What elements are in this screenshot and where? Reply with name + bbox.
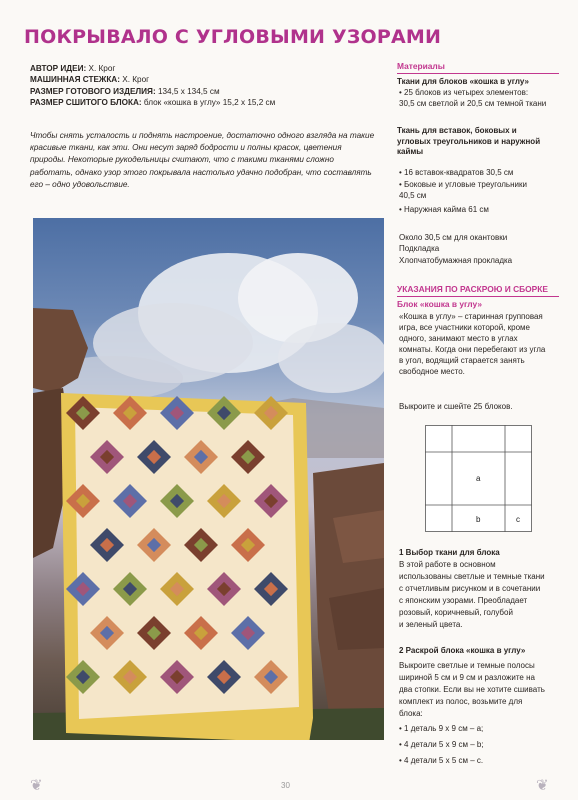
fabric-blocks-line: • 25 блоков из четырех элементов: [399, 88, 529, 97]
step1-heading: 1 Выбор ткани для блока [399, 548, 500, 557]
block-text-line: комнаты. Когда они перебегают из угла [399, 345, 546, 354]
page-title: ПОКРЫВАЛО С УГЛОВЫМИ УЗОРАМИ [24, 26, 442, 48]
materials-other-line: Подкладка [399, 244, 440, 253]
block-text-line: в угол, водящий старается занять [399, 356, 525, 365]
block-text-line: игра, все участники которой, кроме [399, 323, 530, 332]
meta-value: 134,5 х 134,5 см [157, 86, 220, 96]
meta-value: блок «кошка в углу» 15,2 х 15,2 см [143, 98, 276, 108]
step1-line: с японским узорами. Преобладает [399, 596, 528, 605]
quilt-photo [33, 218, 384, 740]
meta-label: МАШИННАЯ СТЕЖКА: [30, 75, 120, 85]
step1-line: и зеленый цвета. [399, 620, 463, 629]
block-diagram [425, 425, 532, 532]
diagram-label-b: b [476, 515, 481, 524]
instructions-rule [397, 296, 559, 297]
step2-line: Выкроите светлые и темные полосы [399, 661, 535, 670]
materials-other-line: Около 30,5 см для окантовки [399, 233, 508, 242]
step2-line: • 4 детали 5 х 9 см – b; [399, 740, 484, 749]
materials-rule [397, 73, 559, 74]
block-heading: Блок «кошка в углу» [397, 299, 483, 309]
flourish-icon: ❦ [536, 777, 549, 794]
meta-author [30, 63, 370, 74]
fabric-inserts-line: 40,5 см [399, 191, 427, 200]
materials-other-line: Хлопчатобумажная прокладка [399, 256, 513, 265]
cut-instruction: Выкроите и сшейте 25 блоков. [399, 402, 513, 411]
block-diagram-figure [425, 425, 532, 532]
step2-line: комплект из полос, возьмите для [399, 697, 523, 706]
quilt-photo-illustration [33, 218, 384, 740]
materials-heading: Материалы [397, 61, 445, 71]
block-text-line: свободное место. [399, 367, 465, 376]
meta-value: Х. Крог [122, 75, 150, 85]
page-number: 30 [281, 781, 290, 790]
meta-quilting [30, 74, 370, 85]
fabric-blocks-line: 30,5 см светлой и 20,5 см темной ткани [399, 99, 547, 108]
step2-line: • 4 детали 5 х 5 см – c. [399, 756, 484, 765]
diagram-label-c: c [516, 515, 520, 524]
step1-line: с отчетливым рисунком и в сочетании [399, 584, 541, 593]
meta-block-size [30, 97, 370, 108]
fabric-inserts-line: • 16 вставок-квадратов 30,5 см [399, 168, 514, 177]
step1-line: розовый, коричневый, голубой [399, 608, 513, 617]
fabric-blocks-heading: Ткани для блоков «кошка в углу» [397, 77, 529, 86]
intro-paragraph: Чтобы снять усталость и поднять настроение, достаточно одного взгляда на такие красивые ткани, как эти. Они несут заряд бодрости и полны красок, цветения природы. Некоторые рукодельницы считают, что с такими тканями сложно работать, однако узор этого покрывала настолько удачно подобран, что составлять его – одно удовольствие. [30, 131, 375, 189]
diagram-label-a: a [476, 474, 481, 483]
meta-label: РАЗМЕР СШИТОГО БЛОКА: [30, 98, 142, 108]
meta-finished-size [30, 86, 370, 97]
meta-label: АВТОР ИДЕИ: [30, 64, 87, 73]
fabric-inserts-heading: Ткань для вставок, боковых и угловых треугольников и наружной каймы [397, 126, 541, 157]
step2-heading: 2 Раскрой блока «кошка в углу» [399, 646, 526, 655]
block-text-line: «Кошка в углу» – старинная групповая [399, 312, 543, 321]
instructions-heading: УКАЗАНИЯ ПО РАСКРОЮ И СБОРКЕ [397, 284, 548, 294]
flourish-icon: ❦ [30, 777, 43, 794]
step2-line: шириной 5 см и 9 см и разложите на [399, 673, 535, 682]
step2-line: блока: [399, 709, 423, 718]
fabric-inserts-line: • Наружная кайма 61 см [399, 205, 489, 214]
step2-line: • 1 деталь 9 х 9 см – a; [399, 724, 484, 733]
fabric-inserts-line: • Боковые и угловые треугольники [399, 180, 527, 189]
meta-value: Х. Крог [88, 64, 116, 73]
block-text-line: одного, занимают место в углах [399, 334, 518, 343]
step1-line: В этой работе в основном [399, 560, 496, 569]
step1-line: использованы светлые и темные ткани [399, 572, 545, 581]
project-meta [30, 63, 370, 109]
step2-line: два стопки. Если вы не хотите сшивать [399, 685, 545, 694]
meta-label: РАЗМЕР ГОТОВОГО ИЗДЕЛИЯ: [30, 86, 156, 96]
